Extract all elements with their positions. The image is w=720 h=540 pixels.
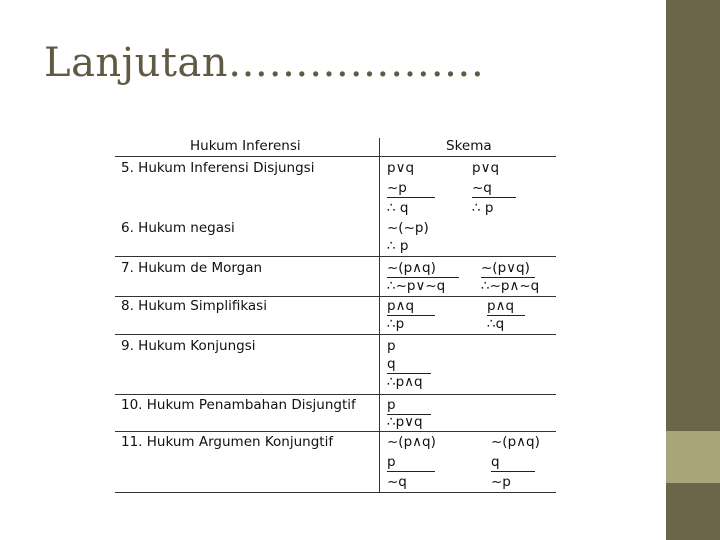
schema-premise-underlined: ~q [472,182,516,198]
schema-premise-underlined: p∧q [387,300,435,316]
sidebar-bar-top [666,0,720,431]
rule-name: 6. Hukum negasi [121,220,235,236]
schema-premise-underlined: ~(p∨q) [481,262,535,278]
schema-premise-underlined: p [387,456,435,472]
schema-conclusion: ~q [387,474,407,490]
schema-line: p∨q [387,160,415,176]
slide-title: Lanjutan………………. [44,40,485,86]
rule-name: 10. Hukum Penambahan Disjungtif [121,397,356,413]
schema-premise-underlined: ~(p∧q) [387,262,459,278]
sidebar-bar-bottom [666,483,720,540]
schema-premise-underlined: p∧q [487,300,525,316]
table-bottom-rule [115,492,556,493]
schema-conclusion: ∴p [387,316,405,332]
schema-conclusion: ∴ p [387,238,409,254]
schema-conclusion: ∴p∧q [387,374,423,390]
schema-conclusion: ∴~p∧~q [481,278,540,294]
schema-line: ~(p∧q) [387,434,436,450]
schema-conclusion: ∴ p [472,200,494,216]
row-rule [115,334,556,335]
schema-line: ~(~p) [387,220,429,236]
column-divider [379,138,380,493]
schema-premise-underlined: q [491,456,535,472]
row-rule [115,394,556,395]
schema-conclusion: ~p [491,474,511,490]
rule-name: 5. Hukum Inferensi Disjungsi [121,160,315,176]
schema-line: p [387,338,396,354]
row-rule [115,256,556,257]
row-rule [115,431,556,432]
inference-table [115,138,556,493]
row-rule [115,296,556,297]
schema-premise-underlined: q [387,358,431,374]
schema-line: ~(p∧q) [491,434,540,450]
schema-conclusion: ∴q [487,316,505,332]
rule-name: 11. Hukum Argumen Konjungtif [121,434,334,450]
schema-conclusion: ∴ q [387,200,409,216]
sidebar-bar-accent [666,431,720,483]
header-schema-label: Skema [446,138,492,154]
header-rule [115,156,556,157]
schema-conclusion: ∴p∨q [387,414,423,430]
schema-line: p∨q [472,160,500,176]
rule-name: 8. Hukum Simplifikasi [121,298,267,314]
schema-premise-underlined: p [387,399,431,415]
header-rule-label: Hukum Inferensi [190,138,301,154]
schema-conclusion: ∴~p∨~q [387,278,446,294]
rule-name: 7. Hukum de Morgan [121,260,263,276]
rule-name: 9. Hukum Konjungsi [121,338,256,354]
schema-premise-underlined: ~p [387,182,435,198]
